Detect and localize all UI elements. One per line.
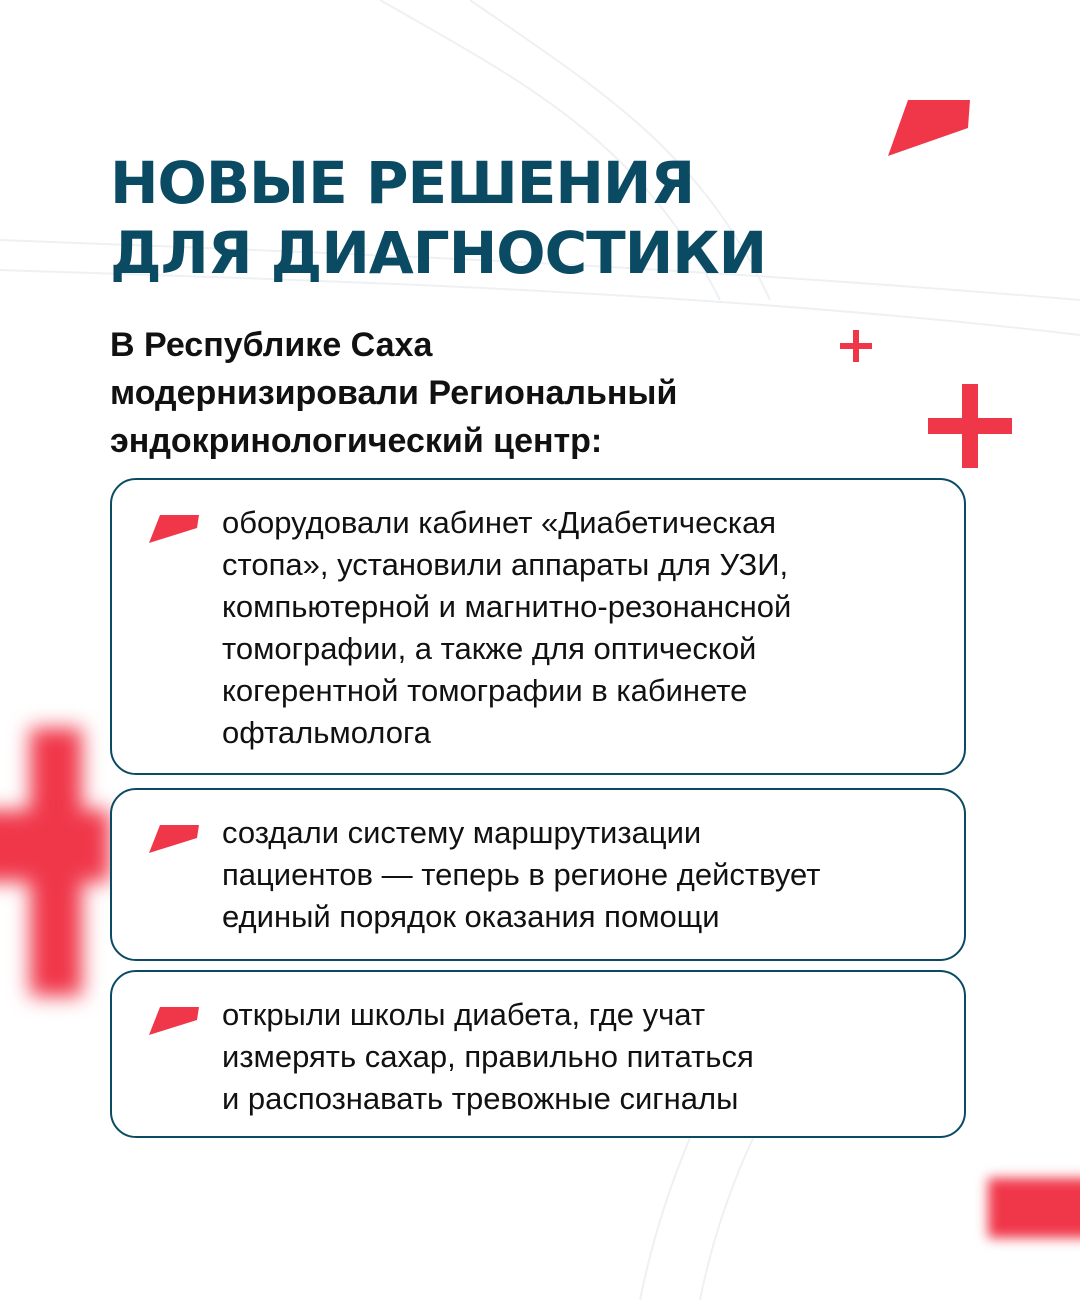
- subtitle: [110, 321, 677, 465]
- subtitle-line: эндокринологический центр:: [110, 422, 603, 460]
- card-line: оборудовали кабинет «Диабетическая: [222, 505, 777, 540]
- red-flag-icon: [148, 514, 200, 544]
- medium-plus-icon: [928, 384, 1012, 468]
- card-text: [222, 502, 944, 754]
- title-line: ДЛЯ ДИАГНОСТИКИ: [110, 219, 767, 287]
- card-text: [222, 994, 944, 1120]
- subtitle-line: модернизировали Региональный: [110, 374, 678, 412]
- card-line: офтальмолога: [222, 715, 431, 750]
- info-card-diabetes-schools: [110, 970, 966, 1138]
- info-card-routing: [110, 788, 966, 961]
- card-line: измерять сахар, правильно питаться: [222, 1039, 754, 1074]
- card-line: пациентов — теперь в регионе действует: [222, 857, 821, 892]
- card-line: компьютерной и магнитно-резонансной: [222, 589, 792, 624]
- red-flag-icon: [148, 1006, 200, 1036]
- card-line: и распознавать тревожные сигналы: [222, 1081, 739, 1116]
- top-right-flag-icon: [886, 98, 972, 158]
- red-flag-icon: [148, 824, 200, 854]
- blurred-bottom-right-bar: [970, 1160, 1080, 1260]
- card-line: создали систему маршрутизации: [222, 815, 702, 850]
- subtitle-line: В Республике Саха: [110, 326, 433, 364]
- title-line: НОВЫЕ РЕШЕНИЯ: [110, 149, 695, 217]
- small-plus-icon: [838, 328, 874, 364]
- card-line: стопа», установили аппараты для УЗИ,: [222, 547, 789, 582]
- card-line: единый порядок оказания помощи: [222, 899, 720, 934]
- card-line: томографии, а также для оптической: [222, 631, 757, 666]
- page-title: [110, 148, 766, 288]
- card-text: [222, 812, 944, 938]
- info-card-equipment: [110, 478, 966, 775]
- card-line: открыли школы диабета, где учат: [222, 997, 706, 1032]
- card-line: когерентной томографии в кабинете: [222, 673, 748, 708]
